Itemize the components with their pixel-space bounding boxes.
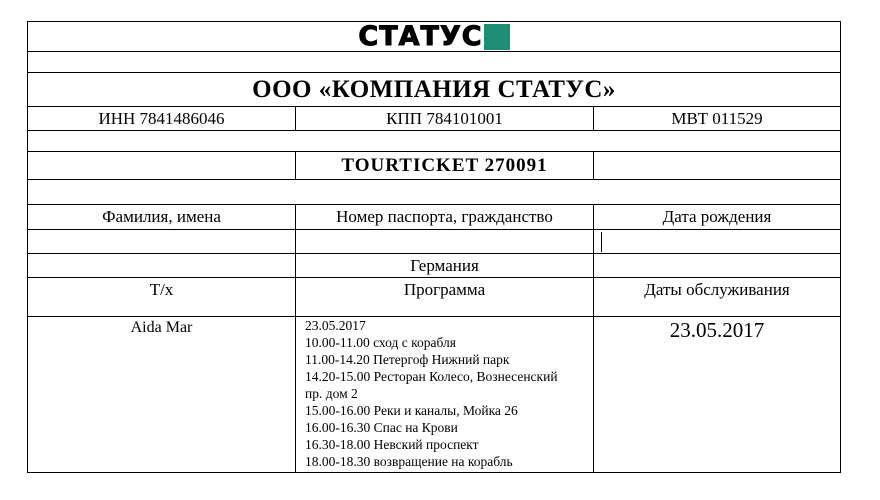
ticket-table — [27, 21, 841, 473]
program-line: 16.30-18.00 Невский проспект — [305, 437, 479, 452]
tourist-input-row — [28, 230, 841, 254]
company-name: ООО «КОМПАНИЯ СТАТУС» — [28, 73, 841, 107]
header-tourist: Т/х — [28, 278, 296, 317]
program-line: 14.20-15.00 Ресторан Колесо, Вознесенский — [305, 369, 558, 384]
country-row — [28, 254, 841, 278]
program-line: 15.00-16.00 Реки и каналы, Мойка 26 — [305, 403, 518, 418]
spacer-row — [28, 131, 841, 152]
passport-field[interactable] — [296, 230, 594, 254]
ticket-empty-left — [28, 152, 296, 180]
program-line: 23.05.2017 — [305, 318, 366, 333]
logo-cell — [28, 22, 841, 52]
program-line: 18.00-18.30 возвращение на корабль — [305, 454, 513, 469]
program-line: 16.00-16.30 Спас на Крови — [305, 420, 458, 435]
header-dates: Даты обслуживания — [594, 278, 841, 317]
service-date: 23.05.2017 — [594, 317, 841, 473]
country-cell: Германия — [296, 254, 594, 278]
spacer-row — [28, 52, 841, 73]
header-passport: Номер паспорта, гражданство — [296, 205, 594, 230]
program-line: 10.00-11.00 сход с корабля — [305, 335, 456, 350]
birth-field[interactable] — [594, 230, 841, 254]
logo-square-icon — [484, 24, 510, 50]
program-row — [28, 317, 841, 473]
text-cursor — [601, 232, 602, 252]
spacer-cell — [28, 52, 841, 73]
ids-row — [28, 107, 841, 131]
spacer-cell — [28, 180, 841, 205]
program-list — [296, 317, 594, 473]
company-logo — [28, 22, 840, 51]
program-header-row — [28, 278, 841, 317]
tourist-header-row — [28, 205, 841, 230]
header-names: Фамилия, имена — [28, 205, 296, 230]
mbt-cell: МВТ 011529 — [594, 107, 841, 131]
program-line: 11.00-14.20 Петергоф Нижний парк — [305, 352, 510, 367]
ticket-row — [28, 152, 841, 180]
inn-cell: ИНН 7841486046 — [28, 107, 296, 131]
header-program: Программа — [296, 278, 594, 317]
logo-text: СТАТУС — [358, 21, 483, 52]
names-field[interactable] — [28, 230, 296, 254]
ship-name: Aida Mar — [28, 317, 296, 473]
country-empty-left — [28, 254, 296, 278]
ticket-form — [27, 21, 840, 473]
logo-row — [28, 22, 841, 52]
program-line: пр. дом 2 — [305, 386, 358, 401]
country-empty-right — [594, 254, 841, 278]
kpp-cell: КПП 784101001 — [296, 107, 594, 131]
ticket-number: TOURTICKET 270091 — [296, 152, 594, 180]
company-row — [28, 73, 841, 107]
header-birth: Дата рождения — [594, 205, 841, 230]
spacer-cell — [28, 131, 841, 152]
ticket-empty-right — [594, 152, 841, 180]
spacer-row — [28, 180, 841, 205]
